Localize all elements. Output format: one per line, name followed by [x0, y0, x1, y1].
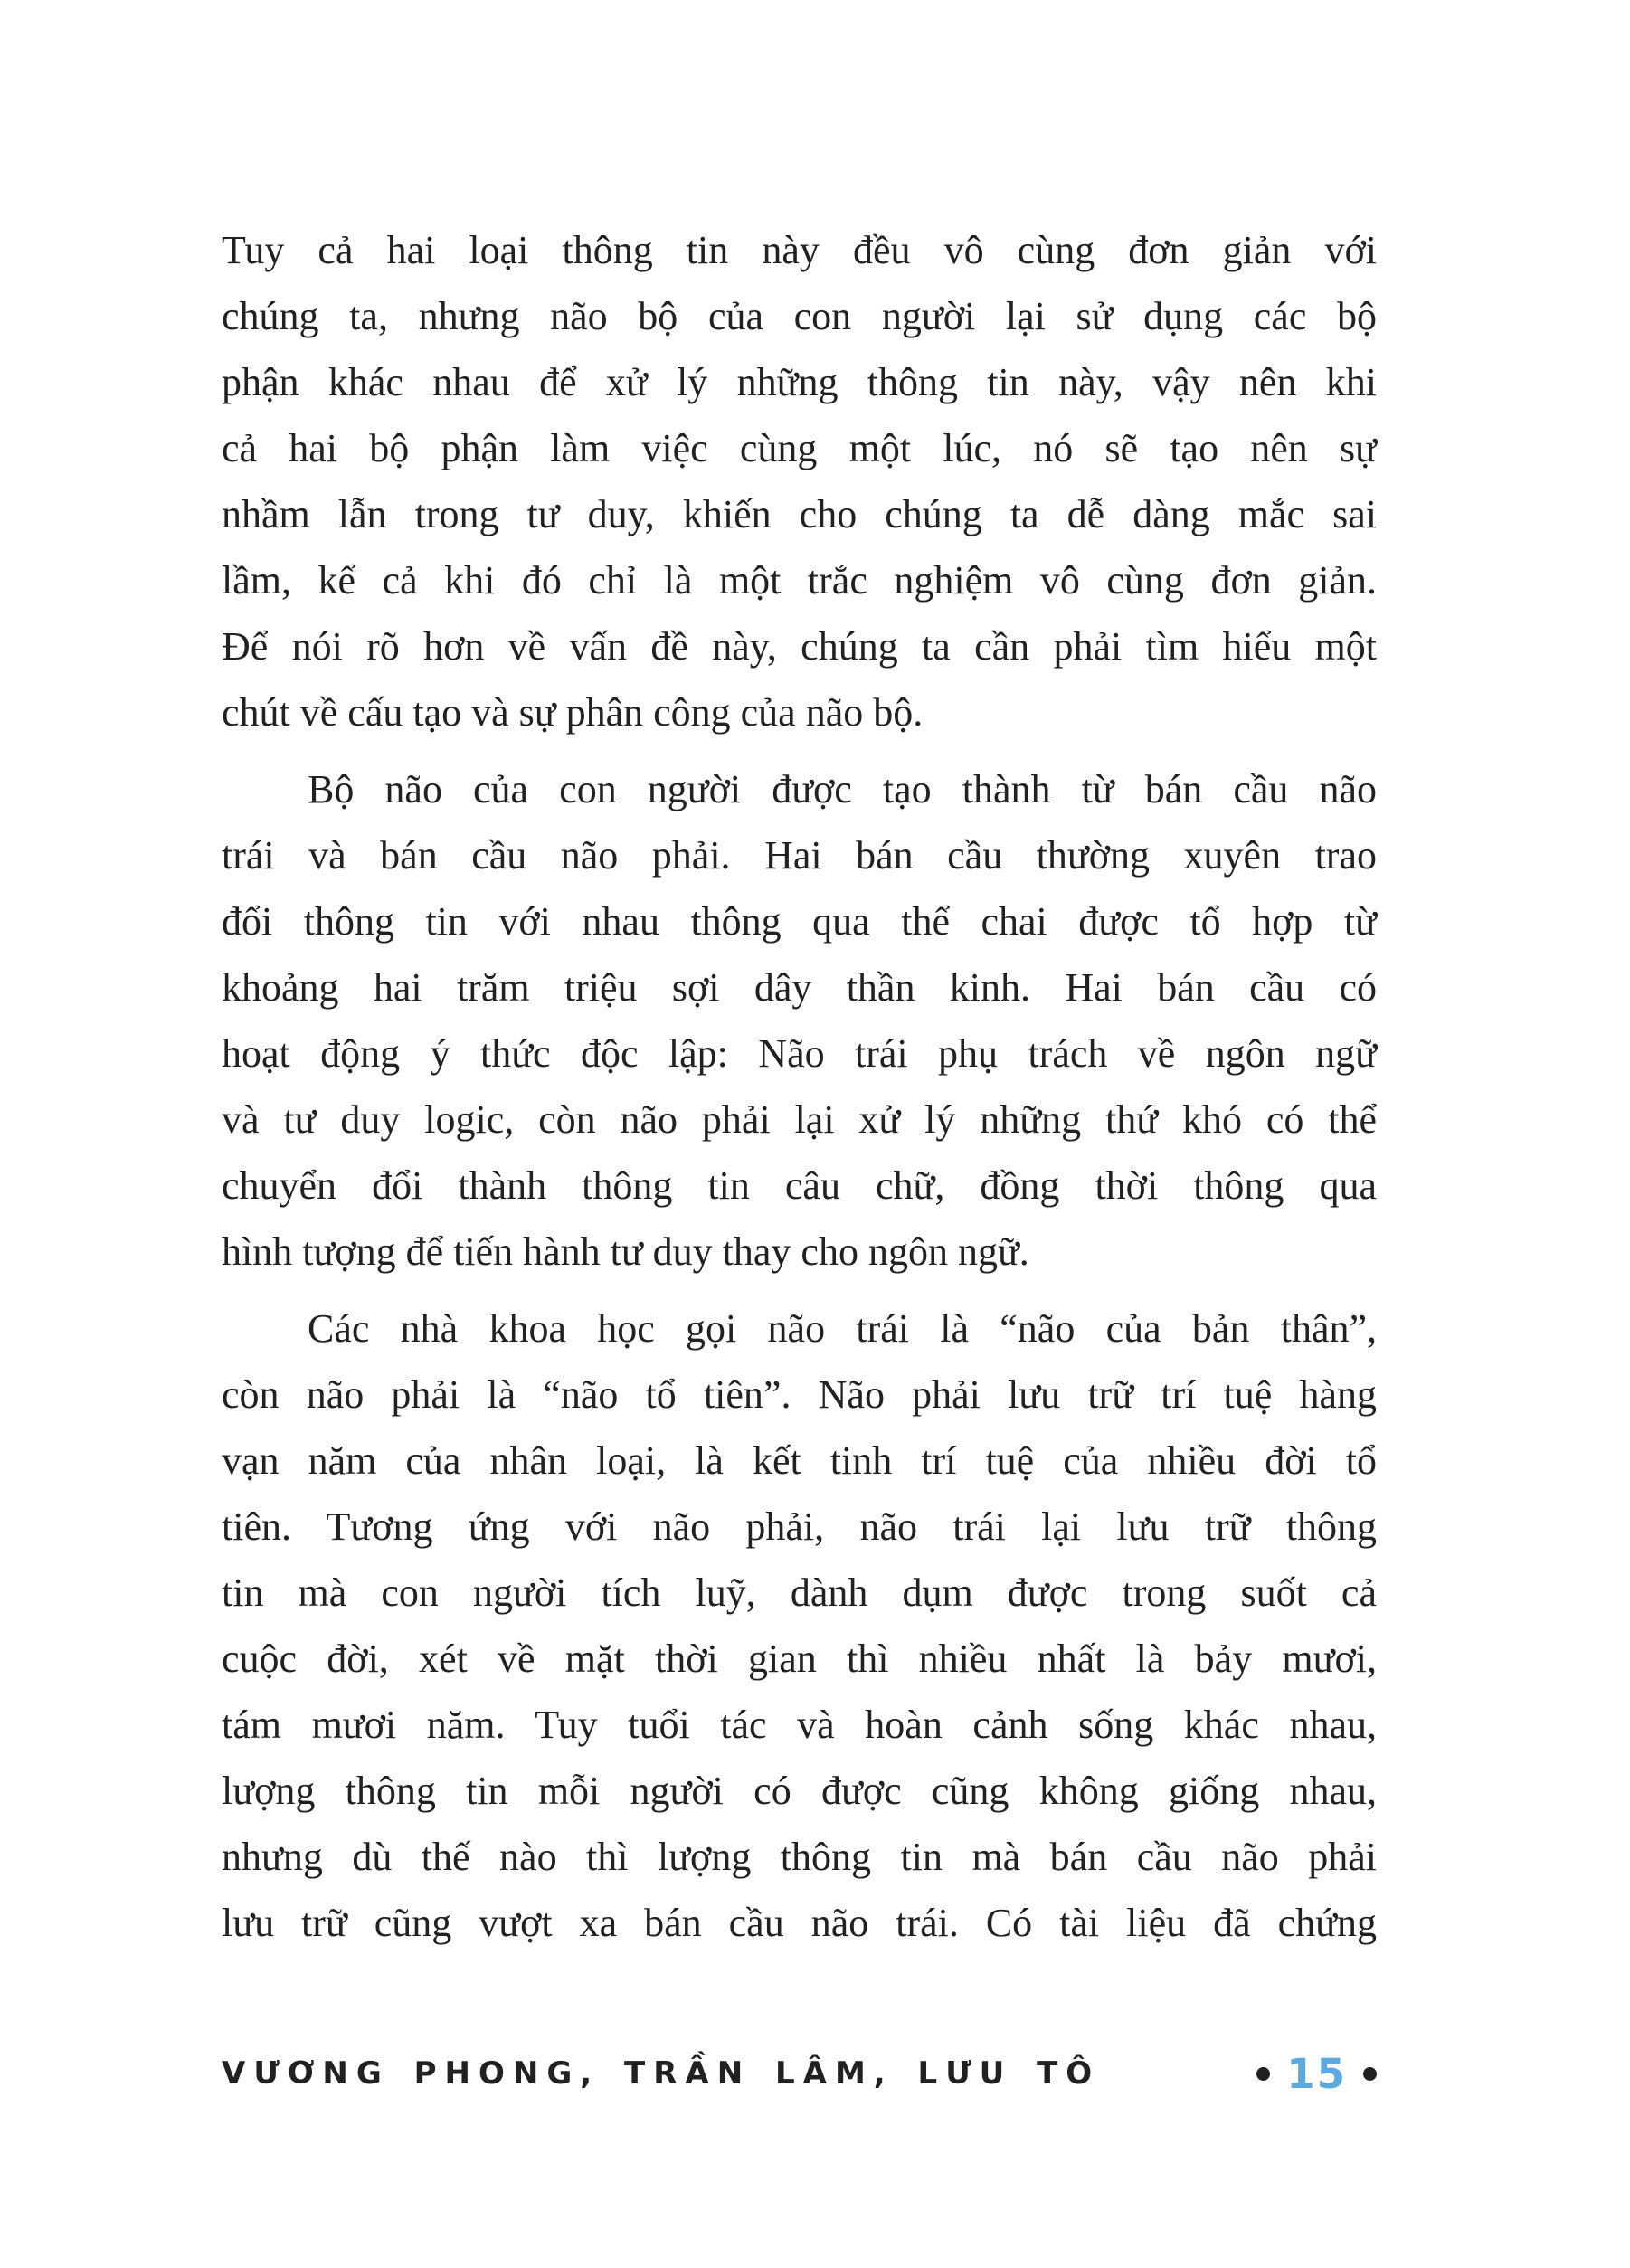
- page-number-block: [1256, 2049, 1377, 2098]
- text-line: Để nói rõ hơn về vấn đề này, chúng ta cần phải tìm hiểu một: [222, 624, 1377, 669]
- page-footer: [222, 2046, 1377, 2101]
- footer-authors: VƯƠNG PHONG, TRẦN LÂM, LƯU TÔ: [222, 2055, 1101, 2092]
- text-line: còn não phải là “não tổ tiên”. Não phải lưu trữ trí tuệ hàng: [222, 1372, 1377, 1417]
- text-line: chuyển đổi thành thông tin câu chữ, đồng thời thông qua: [222, 1163, 1377, 1208]
- text-line: tám mươi năm. Tuy tuổi tác và hoàn cảnh sống khác nhau,: [222, 1703, 1377, 1747]
- text-line: chúng ta, nhưng não bộ của con người lại sử dụng các bộ: [222, 294, 1377, 338]
- text-line: tin mà con người tích luỹ, dành dụm được trong suốt cả: [222, 1571, 1377, 1615]
- paragraph: [222, 1295, 1377, 1956]
- text-line: phận khác nhau để xử lý những thông tin này, vậy nên khi: [222, 360, 1377, 404]
- text-line: đổi thông tin với nhau thông qua thể chai được tổ hợp từ: [222, 899, 1377, 944]
- text-line: hoạt động ý thức độc lập: Não trái phụ trách về ngôn ngữ: [222, 1031, 1377, 1076]
- paragraph: [222, 756, 1377, 1285]
- text-line: lượng thông tin mỗi người có được cũng không giống nhau,: [222, 1769, 1377, 1813]
- text-line: Bộ não của con người được tạo thành từ bán cầu não: [308, 767, 1377, 811]
- text-line: tiên. Tương ứng với não phải, não trái lại lưu trữ thông: [222, 1504, 1377, 1549]
- text-block: [222, 217, 1377, 1956]
- bullet-dot-icon: [1256, 2067, 1270, 2081]
- text-line: Tuy cả hai loại thông tin này đều vô cùng đơn giản với: [222, 228, 1377, 272]
- paragraph: [222, 217, 1377, 745]
- text-line: vạn năm của nhân loại, là kết tinh trí tuệ của nhiều đời tổ: [222, 1438, 1377, 1483]
- bullet-dot-icon: [1363, 2067, 1377, 2081]
- page-number: 15: [1286, 2049, 1347, 2098]
- text-line: và tư duy logic, còn não phải lại xử lý những thứ khó có thể: [222, 1097, 1377, 1142]
- text-line: cả hai bộ phận làm việc cùng một lúc, nó sẽ tạo nên sự: [222, 426, 1377, 470]
- text-line: cuộc đời, xét về mặt thời gian thì nhiều nhất là bảy mươi,: [222, 1637, 1377, 1681]
- text-line: khoảng hai trăm triệu sợi dây thần kinh. Hai bán cầu có: [222, 965, 1377, 1010]
- text-line: Các nhà khoa học gọi não trái là “não của bản thân”,: [308, 1306, 1377, 1351]
- text-line: chút về cấu tạo và sự phân công của não bộ.: [222, 690, 924, 735]
- text-line: trái và bán cầu não phải. Hai bán cầu thường xuyên trao: [222, 833, 1377, 878]
- text-line: lưu trữ cũng vượt xa bán cầu não trái. Có tài liệu đã chứng: [222, 1901, 1377, 1945]
- text-line: lầm, kể cả khi đó chỉ là một trắc nghiệm vô cùng đơn giản.: [222, 558, 1377, 603]
- text-line: nhưng dù thế nào thì lượng thông tin mà bán cầu não phải: [222, 1835, 1377, 1879]
- text-line: nhầm lẫn trong tư duy, khiến cho chúng ta dễ dàng mắc sai: [222, 492, 1377, 536]
- text-line: hình tượng để tiến hành tư duy thay cho ngôn ngữ.: [222, 1229, 1029, 1274]
